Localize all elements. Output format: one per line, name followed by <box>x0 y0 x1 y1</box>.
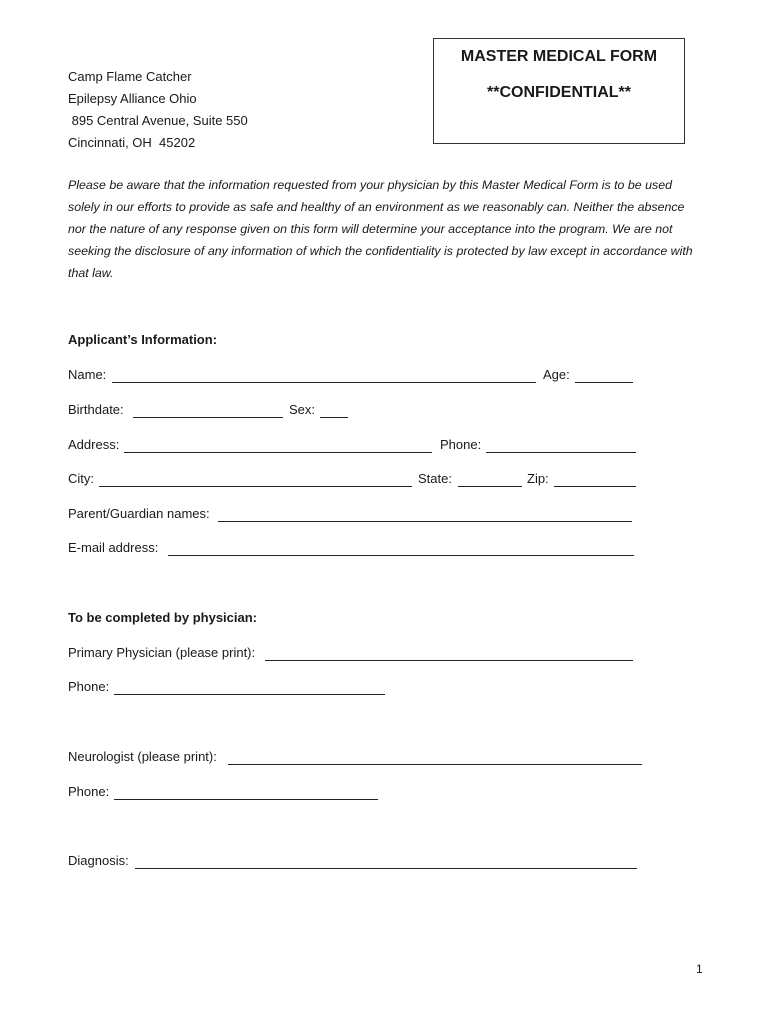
birthdate-row <box>68 402 668 422</box>
form-title-box <box>433 38 685 144</box>
city-row <box>68 471 668 491</box>
state-field[interactable] <box>458 486 522 487</box>
birthdate-label: Birthdate: <box>68 402 124 417</box>
state-label: State: <box>418 471 452 486</box>
name-field[interactable] <box>112 382 536 383</box>
sex-field[interactable] <box>320 417 348 418</box>
zip-label: Zip: <box>527 471 549 486</box>
city-field[interactable] <box>99 486 412 487</box>
age-field[interactable] <box>575 382 633 383</box>
guardian-row <box>68 506 668 526</box>
org-name: Camp Flame Catcher <box>68 69 192 84</box>
birthdate-field[interactable] <box>133 417 283 418</box>
org-street: 895 Central Avenue, Suite 550 <box>68 113 248 128</box>
applicant-heading: Applicant’s Information: <box>68 332 218 347</box>
physician-heading: To be completed by physician: <box>68 610 258 625</box>
primary-phone-label: Phone: <box>68 679 110 694</box>
page-number: 1 <box>696 962 703 976</box>
name-row <box>68 367 668 387</box>
email-field[interactable] <box>168 555 634 556</box>
email-label: E-mail address: <box>68 540 159 555</box>
org-parent: Epilepsy Alliance Ohio <box>68 91 197 106</box>
sex-label: Sex: <box>289 402 316 417</box>
neurologist-label: Neurologist (please print): <box>68 749 217 764</box>
city-label: City: <box>68 471 94 486</box>
diagnosis-field[interactable] <box>135 868 637 869</box>
primary-phone-row <box>68 679 668 699</box>
address-field[interactable] <box>124 452 432 453</box>
phone-label: Phone: <box>440 437 482 452</box>
primary-physician-row <box>68 645 668 665</box>
diagnosis-label: Diagnosis: <box>68 853 129 868</box>
confidential-label: **CONFIDENTIAL** <box>486 84 631 101</box>
name-label: Name: <box>68 367 107 382</box>
address-label: Address: <box>68 437 120 452</box>
organization-address <box>68 66 248 154</box>
primary-physician-label: Primary Physician (please print): <box>68 645 256 660</box>
guardian-field[interactable] <box>218 521 632 522</box>
privacy-notice: Please be aware that the information requested from your physician by this Master Medical Form is to be used solely in our efforts to provide as safe and healthy of an environment as we reasonably can. Neither the absence nor the nature of any response given on this form will determine your acceptance into the program. We are not seeking the disclosure of any information of which the confidentiality is protected by law except in accordance with that law. <box>68 178 693 280</box>
neurologist-field[interactable] <box>228 764 642 765</box>
address-row <box>68 437 668 457</box>
phone-field[interactable] <box>486 452 636 453</box>
form-title: MASTER MEDICAL FORM <box>460 48 658 65</box>
neuro-phone-label: Phone: <box>68 784 110 799</box>
guardian-label: Parent/Guardian names: <box>68 506 210 521</box>
primary-physician-field[interactable] <box>265 660 633 661</box>
neurologist-row <box>68 749 668 769</box>
org-city: Cincinnati, OH 45202 <box>68 135 196 150</box>
diagnosis-row <box>68 853 668 873</box>
email-row <box>68 540 668 560</box>
neuro-phone-row <box>68 784 668 804</box>
age-label: Age: <box>543 367 570 382</box>
primary-phone-field[interactable] <box>114 694 385 695</box>
zip-field[interactable] <box>554 486 636 487</box>
neuro-phone-field[interactable] <box>114 799 378 800</box>
